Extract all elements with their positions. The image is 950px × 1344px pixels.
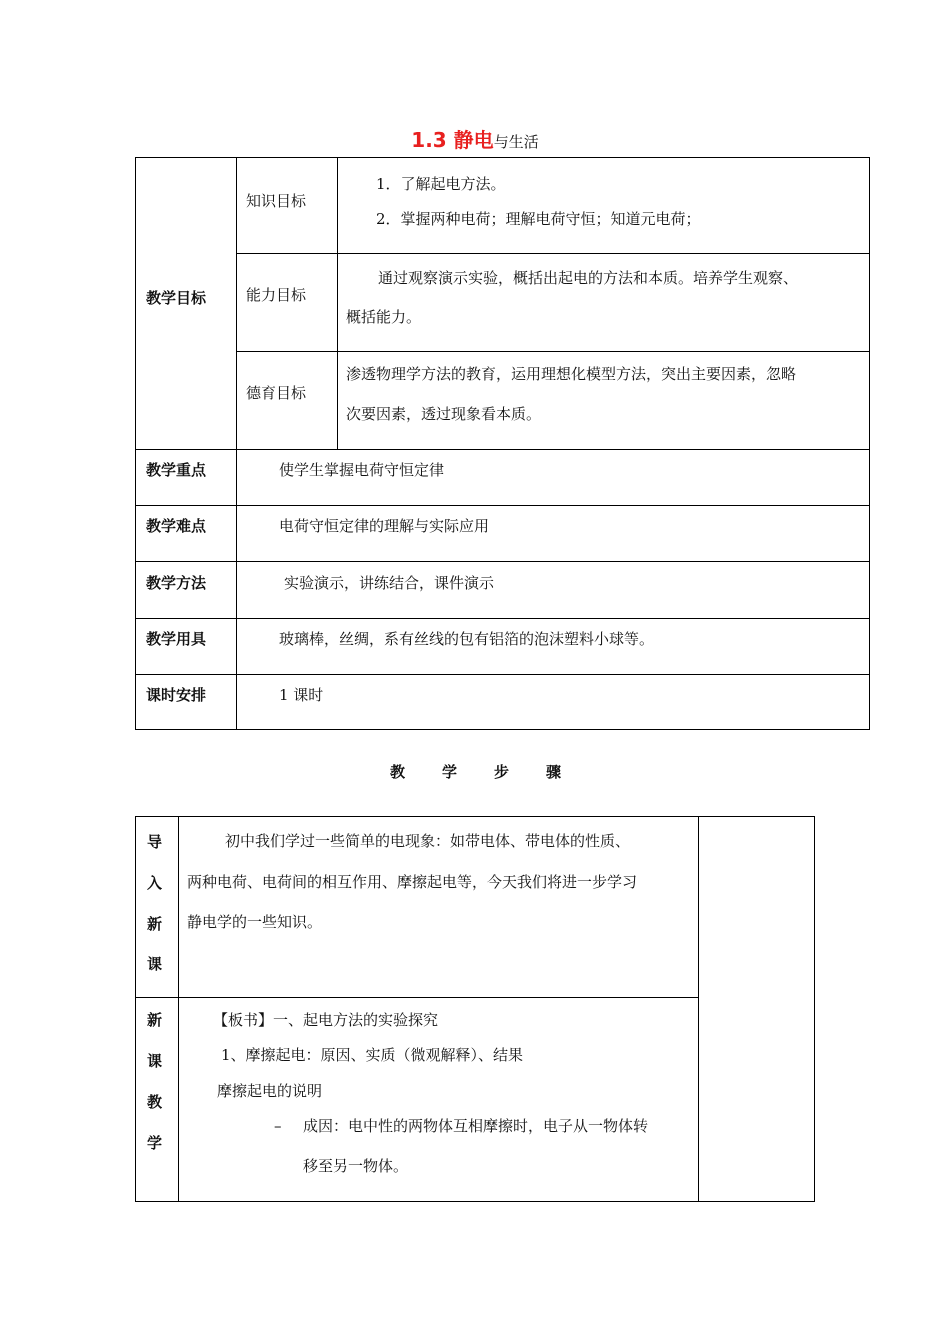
row-value-tools: 玻璃棒，丝绸，系有丝线的包有铝箔的泡沫塑料小球等。: [279, 630, 655, 648]
objective-label-ability: 能力目标: [246, 286, 307, 304]
objective-line: 概括能力。: [346, 308, 422, 326]
row-label-tools: 教学用具: [146, 630, 207, 648]
row-value-method: 实验演示，讲练结合，课件演示: [284, 574, 495, 592]
row-label-schedule: 课时安排: [146, 686, 207, 704]
intro-line: 初中我们学过一些简单的电现象：如带电体、带电体的性质、: [225, 832, 631, 850]
list-dash: –: [274, 1117, 282, 1135]
steps-title-char: 骤: [546, 763, 562, 781]
objective-line: 渗透物理学方法的教育，运用理想化模型方法，突出主要因素，忽略: [346, 365, 797, 383]
new-line: 成因：电中性的两物体互相摩擦时，电子从一物体转: [303, 1117, 649, 1135]
table-divider: [337, 158, 338, 449]
intro-label-char: 入: [147, 874, 163, 892]
new-label-char: 新: [147, 1011, 163, 1029]
page-title: [0, 124, 950, 153]
table-divider: [136, 561, 870, 562]
row-value-difficulty: 电荷守恒定律的理解与实际应用: [279, 517, 490, 535]
intro-label-char: 导: [147, 833, 163, 851]
steps-title-char: 教: [390, 763, 406, 781]
table-divider: [136, 505, 870, 506]
table-divider: [136, 618, 870, 619]
title-main: 1.3 静电: [411, 128, 494, 152]
objective-line: 通过观察演示实验，概括出起电的方法和本质。培养学生观察、: [378, 269, 799, 287]
table-divider: [136, 674, 870, 675]
steps-title-char: 步: [494, 763, 510, 781]
objectives-label: 教学目标: [146, 289, 207, 307]
objective-line: 1．了解起电方法。: [376, 175, 506, 193]
row-label-difficulty: 教学难点: [146, 517, 207, 535]
table-divider: [698, 817, 699, 1201]
teaching-steps-table: [135, 816, 815, 1202]
table-divider: [136, 997, 698, 998]
table-divider: [236, 253, 870, 254]
new-label-char: 课: [147, 1052, 163, 1070]
steps-title-char: 学: [442, 763, 458, 781]
new-line-board: 【板书】一、起电方法的实验探究: [213, 1011, 439, 1029]
table-divider: [236, 158, 237, 730]
intro-label-char: 新: [147, 915, 163, 933]
new-label-char: 学: [147, 1134, 163, 1152]
intro-line: 两种电荷、电荷间的相互作用、摩擦起电等，今天我们将进一步学习: [187, 873, 638, 891]
table-divider: [236, 351, 870, 352]
row-value-focus: 使学生掌握电荷守恒定律: [279, 461, 445, 479]
table-divider: [136, 449, 870, 450]
new-line: 1、摩擦起电：原因、实质（微观解释）、结果: [221, 1046, 524, 1064]
new-label-char: 教: [147, 1093, 163, 1111]
title-rest: 与生活: [493, 133, 539, 151]
lesson-info-table: [135, 157, 870, 730]
objective-label-moral: 德育目标: [246, 384, 307, 402]
intro-line: 静电学的一些知识。: [187, 913, 323, 931]
table-divider: [178, 817, 179, 1201]
objective-line: 2．掌握两种电荷；理解电荷守恒；知道元电荷；: [376, 210, 701, 228]
new-line: 移至另一物体。: [303, 1157, 409, 1175]
intro-label-char: 课: [147, 955, 163, 973]
objective-line: 次要因素，透过现象看本质。: [346, 405, 542, 423]
objective-label-knowledge: 知识目标: [246, 192, 307, 210]
row-label-focus: 教学重点: [146, 461, 207, 479]
new-line: 摩擦起电的说明: [217, 1082, 323, 1100]
row-value-schedule: 1 课时: [279, 686, 324, 704]
row-label-method: 教学方法: [146, 574, 207, 592]
